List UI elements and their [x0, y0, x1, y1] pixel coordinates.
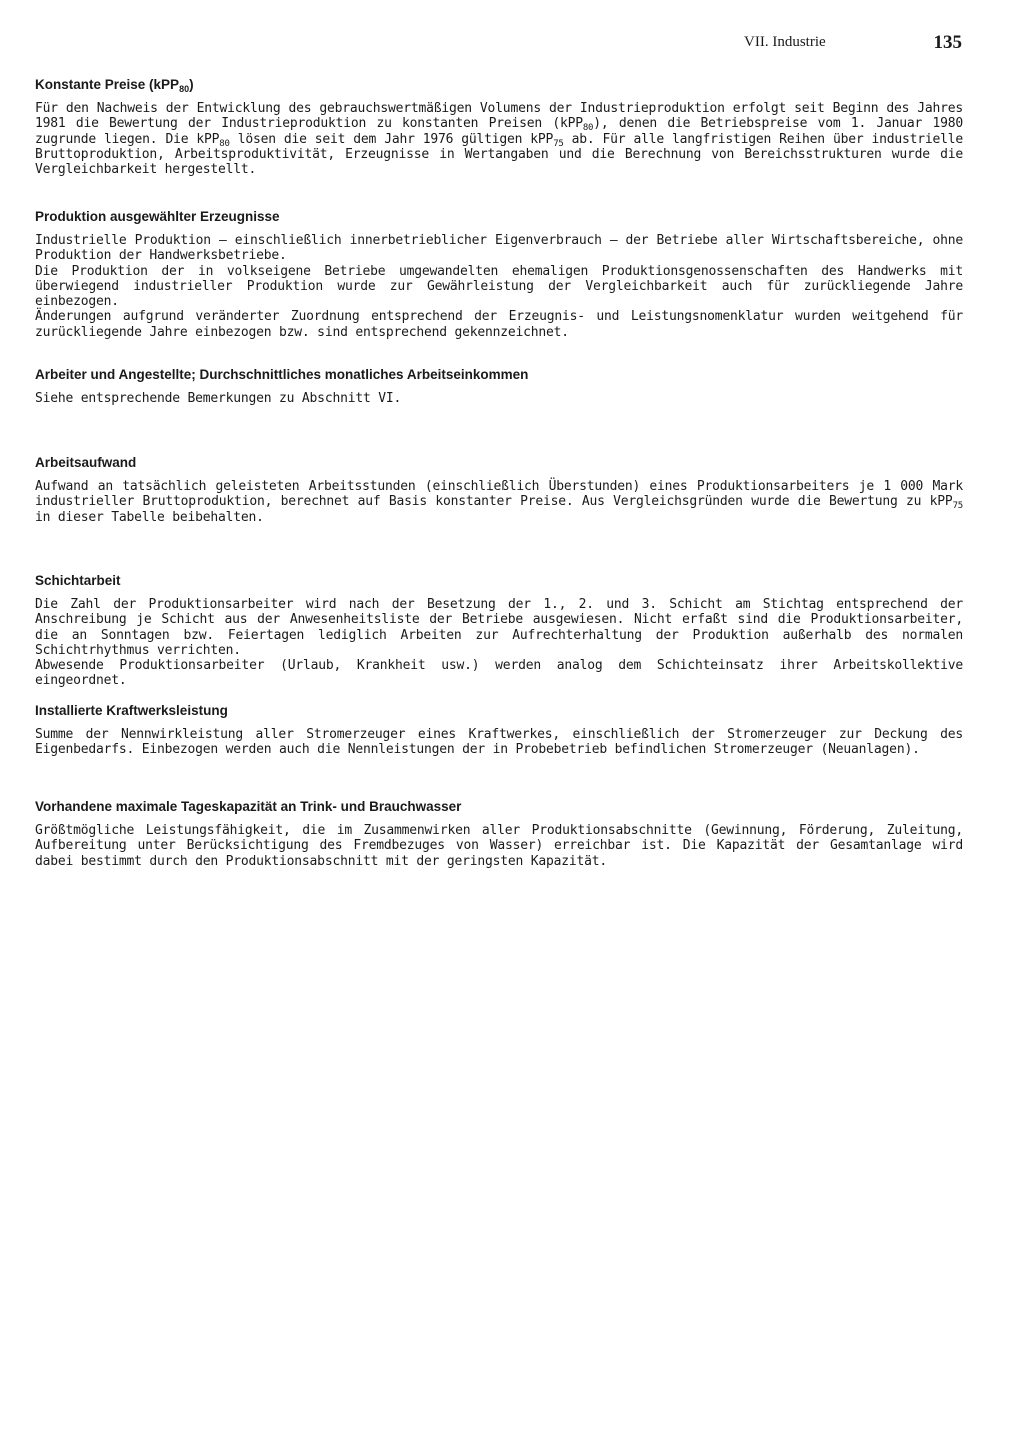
paragraph: Aufwand an tatsächlich geleisteten Arbeitsstunden (einschließlich Überstunden) eines Produktionsarbeiters je 1 000 Mark industrieller Bruttoproduktion, berechnet auf Basis konstanter Preise. Aus Vergleichsgründen wurde die Bewertung zu kPP$_{75}$ in dieser Tabelle beibehalten. — [35, 479, 963, 525]
paragraph: Die Produktion der in volkseigene Betriebe umgewandelten ehemaligen Produktionsgenossenschaften des Handwerks mit überwiegend industrieller Produktion wurde zur Gewährleistung der Vergleichbarkeit auch für zurückliegende Jahre einbezogen. — [35, 263, 963, 310]
paragraph: Summe der Nennwirkleistung aller Stromerzeuger eines Kraftwerkes, einschließlich der Stromerzeuger zur Deckung des Eigenbedarfs. Einbezogen werden auch die Nennleistungen der in Probebetrieb befindlichen Stromerzeuger (Neuanlagen). — [35, 727, 963, 758]
section-schichtarbeit — [35, 572, 963, 689]
paragraph: Siehe entsprechende Bemerkungen zu Abschnitt VI. — [35, 391, 402, 406]
section-arbeiter-angestellte — [35, 366, 963, 406]
page-header — [744, 32, 962, 52]
section-heading: Arbeitsaufwand — [35, 455, 137, 470]
section-heading: Produktion ausgewählter Erzeugnisse — [35, 209, 280, 224]
paragraph: Industrielle Produktion – einschließlich innerbetrieblicher Eigenverbrauch – der Betriebe aller Wirtschaftsbereiche, ohne Produktion der Handwerksbetriebe. — [35, 233, 963, 264]
page-number: 135 — [933, 32, 962, 53]
section-heading: Installierte Kraftwerksleistung — [35, 703, 228, 718]
paragraph: Größtmögliche Leistungsfähigkeit, die im Zusammenwirken aller Produktionsabschnitte (Gewinnung, Förderung, Zuleitung, Aufbereitung unter Berücksichtigung des Fremdbezuges von Wasser) erreichbar ist. Die Kapazität der Gesamtanlage wird dabei bestimmt durch den Produktionsabschnitt mit der geringsten Kapazität. — [35, 823, 963, 869]
section-heading: Schichtarbeit — [35, 573, 121, 588]
section-heading: Vorhandene maximale Tageskapazität an Trink- und Brauchwasser — [35, 799, 462, 814]
section-kraftwerksleistung — [35, 702, 963, 758]
paragraph: Änderungen aufgrund veränderter Zuordnung entsprechend der Erzeugnis- und Leistungsnomenklatur wurden weitgehend für zurückliegende Jahre einbezogen bzw. sind entsprechend gekennzeichnet. — [35, 309, 963, 340]
section-arbeitsaufwand — [35, 454, 963, 525]
paragraph: Die Zahl der Produktionsarbeiter wird nach der Besetzung der 1., 2. und 3. Schicht am Stichtag entsprechend der Anschreibung je Schicht aus der Anwesenheitsliste der Betriebe ausgewiesen. Nicht erfaßt sind die Produktionsarbeiter, die an Sonntagen bzw. Feiertagen lediglich Arbeiten zur Aufrechterhaltung der Produktion außerhalb des normalen Schichtrhythmus verrichten. — [35, 597, 963, 658]
section-produktion-erzeugnisse — [35, 208, 963, 340]
section-tageskapazitaet-wasser — [35, 798, 963, 869]
section-heading: Arbeiter und Angestellte; Durchschnittliches monatliches Arbeitseinkommen — [35, 367, 529, 382]
running-head: VII. Industrie — [744, 34, 826, 50]
section-konstante-preise — [35, 76, 963, 177]
paragraph: Abwesende Produktionsarbeiter (Urlaub, Krankheit usw.) werden analog dem Schichteinsatz ihrer Arbeitskollektive eingeordnet. — [35, 658, 963, 689]
paragraph: Für den Nachweis der Entwicklung des gebrauchswertmäßigen Volumens der Industrieproduktion erfolgt seit Beginn des Jahres 1981 die Bewertung der Industrieproduktion zu konstanten Preisen (kPP$_{80}$), denen die Betriebspreise vom 1. Januar 1980 zugrunde liegen. Die kPP$_{80}$ lösen die seit dem Jahr 1976 gültigen kPP$_{75}$ ab. Für alle langfristigen Reihen über industrielle Bruttoproduktion, Arbeitsproduktivität, Erzeugnisse in Wertangaben und die Berechnung von Bereichsstrukturen wurde die Vergleichbarkeit hergestellt. — [35, 101, 964, 178]
section-heading: Konstante Preise (kPP$_{80}$) — [35, 77, 194, 94]
